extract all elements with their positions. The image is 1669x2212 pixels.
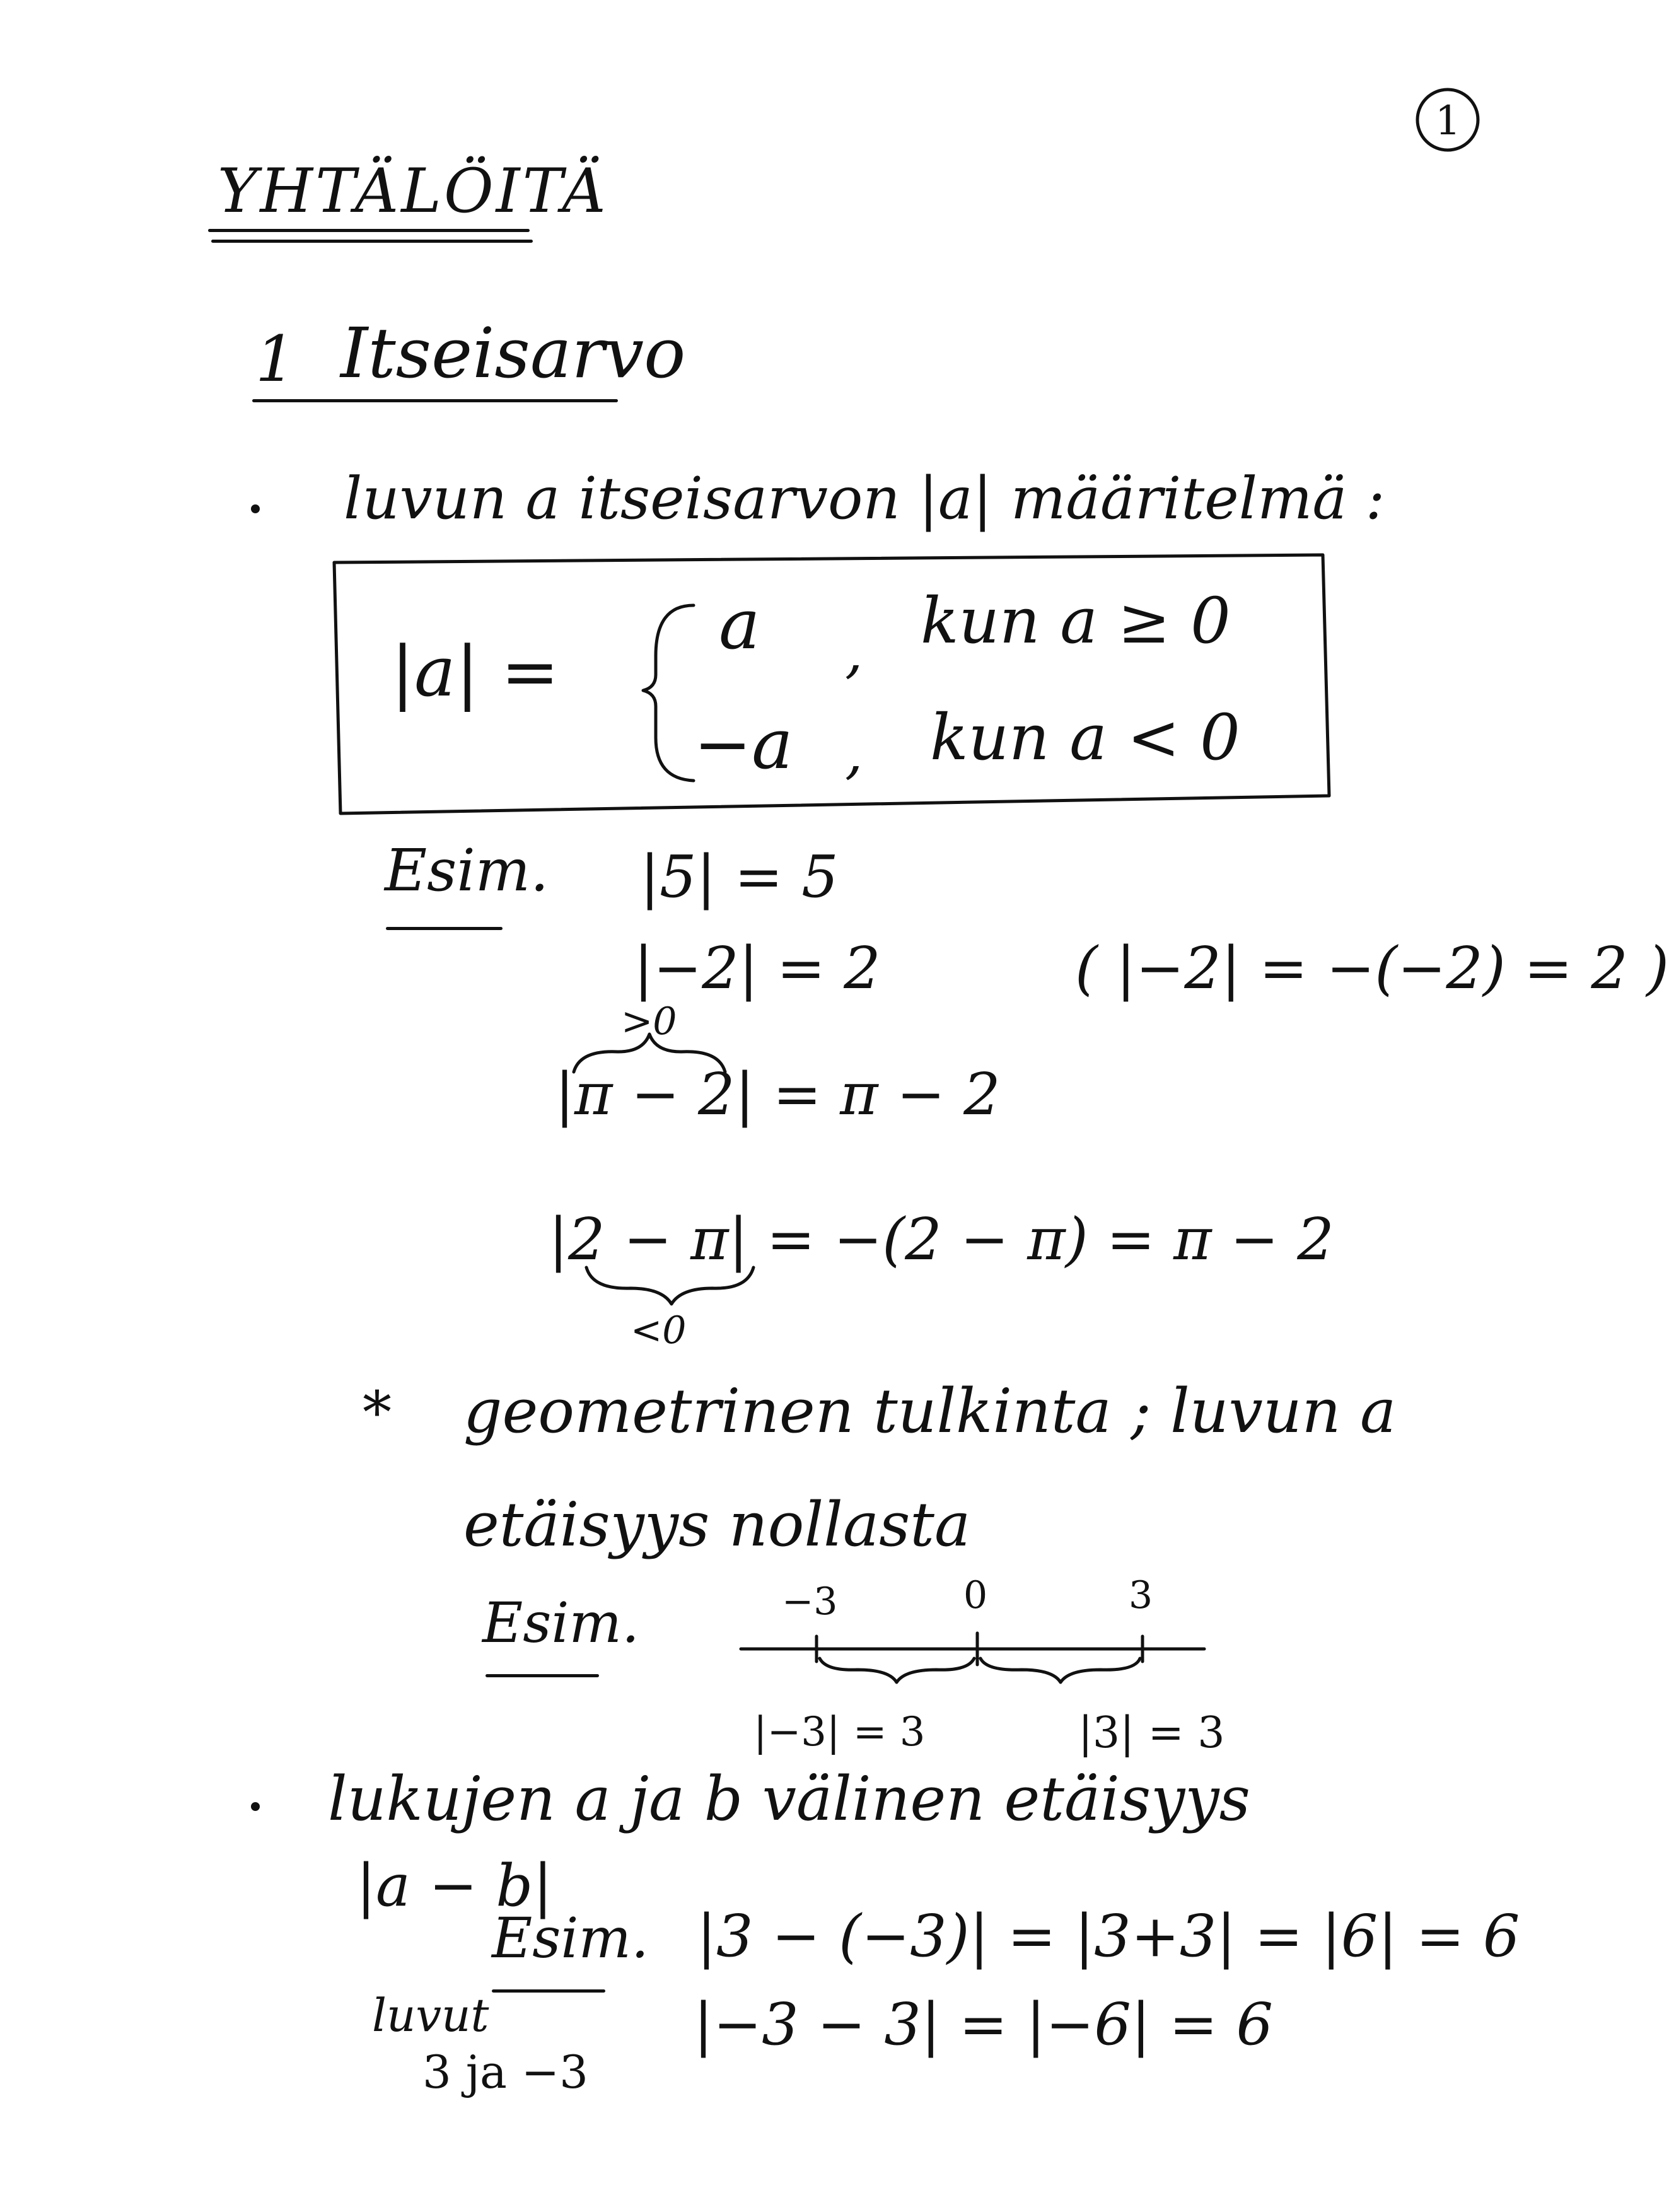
example1-line2-note: ( |−2| = −(−2) = 2 ) <box>1075 934 1669 1002</box>
page-number: 1 <box>1435 98 1461 144</box>
distance-side-note-2: 3 ja −3 <box>422 2046 588 2098</box>
example-label-3: Esim. <box>492 1906 649 1970</box>
star-marker: * <box>363 1379 392 1447</box>
example1-line1: |5| = 5 <box>640 843 839 911</box>
section-title: Itseisarvo <box>340 313 686 393</box>
example1-line4: |2 − π| = −(2 − π) = π − 2 <box>549 1206 1334 1273</box>
example1-line2: |−2| = 2 <box>634 934 881 1002</box>
example-label-2: Esim. <box>482 1590 639 1655</box>
page-title: YHTÄLÖITÄ <box>218 156 608 226</box>
case1-condition: kun a ≥ 0 <box>921 584 1231 658</box>
tick-label-3: 3 <box>1129 1573 1153 1617</box>
example1-line3-annotation: >0 <box>621 999 677 1044</box>
number-line-under-right: |3| = 3 <box>1078 1708 1225 1758</box>
tick-label-minus3: −3 <box>782 1580 838 1624</box>
distance-example-line1: |3 − (−3)| = |3+3| = |6| = 6 <box>697 1902 1520 1970</box>
definition-intro: luvun a itseisarvon |a| määritelmä : <box>344 465 1385 532</box>
distance-side-note-1: luvut <box>372 1989 489 2042</box>
definition-lhs: |a| = <box>391 631 559 712</box>
distance-formula: |a − b| <box>356 1852 553 1919</box>
geometric-text-1: geometrinen tulkinta ; luvun a <box>463 1376 1397 1447</box>
geometric-text-2: etäisyys nollasta <box>463 1489 971 1560</box>
example1-line4-annotation: <0 <box>631 1308 687 1353</box>
example-label-1: Esim. <box>385 837 549 904</box>
case1-value: a <box>719 584 760 665</box>
tick-label-0: 0 <box>963 1573 988 1617</box>
underbrace-left-icon <box>820 1658 974 1682</box>
distance-text: lukujen a ja b välinen etäisyys <box>328 1764 1250 1834</box>
distance-example-line2: |−3 − 3| = |−6| = 6 <box>694 1991 1274 2058</box>
example-label-3-underline <box>492 1989 605 1993</box>
bullet-distance <box>251 1802 260 1811</box>
example1-line3: |π − 2| = π − 2 <box>555 1061 1001 1128</box>
number-line-under-left: |−3| = 3 <box>753 1709 926 1755</box>
case1-comma: , <box>845 619 863 685</box>
case2-comma: , <box>845 720 863 786</box>
section-number: 1 <box>255 322 296 396</box>
case2-value: −a <box>694 704 793 784</box>
case2-condition: kun a < 0 <box>930 701 1240 774</box>
underbrace-right-icon <box>980 1658 1140 1682</box>
